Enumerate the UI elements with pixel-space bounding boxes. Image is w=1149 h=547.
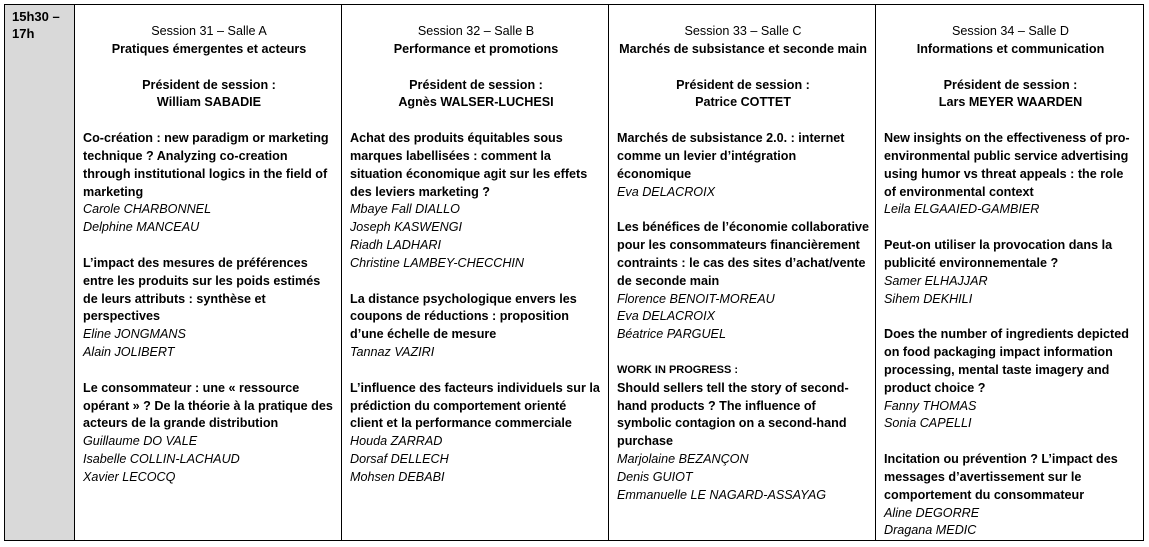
talk-entry <box>83 130 335 237</box>
talk-title: Co-création : new paradigm or marketing technique ? Analyzing co-creation through institutional logics in the field of marketing <box>83 131 329 199</box>
talk-title: L’impact des mesures de préférences entre les produits sur les poids estimés de leurs attributs : synthèse et perspectives <box>83 255 321 324</box>
talk-author: Guillaume DO VALE <box>83 434 198 449</box>
president-label: Président de session : <box>142 77 276 92</box>
work-in-progress-label: WORK IN PROGRESS : <box>617 363 739 376</box>
talk-author: Eva DELACROIX <box>617 184 715 199</box>
talk-author: Carole CHARBONNEL <box>83 202 212 217</box>
talk-entry <box>884 130 1137 219</box>
talk-author: Delphine MANCEAU <box>83 220 200 235</box>
session-title: Marchés de subsistance et seconde main <box>619 41 867 56</box>
session-column <box>75 5 342 540</box>
talk-author: Mbaye Fall DIALLO <box>350 202 460 217</box>
talk-author: Christine LAMBEY-CHECCHIN <box>350 255 525 270</box>
talk-author: Béatrice PARGUEL <box>617 327 726 342</box>
talk-title: Should sellers tell the story of second-hand products ? The influence of symbolic contagion on a second-hand purchase <box>617 380 849 449</box>
talk-author: Eva DELACROIX <box>617 309 715 324</box>
talk-author: Riadh LADHARI <box>350 237 441 252</box>
talk-author: Marjolaine BEZANÇON <box>617 451 749 466</box>
president-name: Patrice COTTET <box>695 95 791 110</box>
session-president <box>617 77 869 113</box>
talk-author: Leila ELGAAIED-GAMBIER <box>884 202 1040 217</box>
session-name: Session 33 – Salle C <box>684 24 802 38</box>
session-column <box>609 5 876 540</box>
talk-author: Houda ZARRAD <box>350 434 443 449</box>
president-name: William SABADIE <box>156 95 262 110</box>
talk-title: New insights on the effectiveness of pro-environmental public service advertising using humor vs threat appeals : the role of environmental context <box>884 131 1130 199</box>
president-name: Agnès WALSER-LUCHESI <box>398 95 554 110</box>
schedule-table <box>4 4 1144 541</box>
president-label: Président de session : <box>409 77 543 92</box>
session-header <box>884 23 1137 59</box>
talk-author: Mohsen DEBABI <box>350 469 445 484</box>
talk-entry <box>617 130 869 201</box>
session-name: Session 32 – Salle B <box>417 24 535 38</box>
session-name: Session 31 – Salle A <box>151 24 267 38</box>
talk-author: Fanny THOMAS <box>884 398 977 413</box>
talk-entry <box>617 362 869 504</box>
talk-author: Emmanuelle LE NAGARD-ASSAYAG <box>617 487 827 502</box>
talk-title: L’influence des facteurs individuels sur la prédiction du comportement orienté client et la performance commerciale <box>350 380 600 431</box>
talk-author: Tannaz VAZIRI <box>350 344 435 359</box>
president-label: Président de session : <box>943 77 1078 92</box>
session-president <box>350 77 602 113</box>
talk-entry <box>350 130 602 272</box>
talk-title: Achat des produits équitables sous marques labellisées : comment la situation économique agit sur les effets des leviers marketing ? <box>350 131 588 199</box>
talk-title: Marchés de subsistance 2.0. : internet comme un levier d’intégration économique <box>617 131 845 181</box>
talk-title: Incitation ou prévention ? L’impact des messages d’avertissement sur le comportement du consommateur <box>884 452 1118 502</box>
talk-author: Dragana MEDIC <box>884 523 977 538</box>
talk-entry <box>83 380 335 487</box>
session-title: Performance et promotions <box>393 41 559 56</box>
talk-entry <box>350 291 602 362</box>
talk-title: La distance psychologique envers les coupons de réductions : proposition d’une échelle de mesure <box>350 291 577 342</box>
talk-title: Les bénéfices de l’économie collaborative pour les consommateurs financièrement contraints : le cas des sites d’achat/vente de seconde main <box>617 220 869 288</box>
session-header <box>350 23 602 59</box>
session-president <box>83 77 335 113</box>
talk-author: Denis GUIOT <box>617 469 693 484</box>
talk-author: Isabelle COLLIN-LACHAUD <box>83 451 240 466</box>
session-title: Pratiques émergentes et acteurs <box>111 41 307 56</box>
session-column <box>876 5 1143 540</box>
talk-author: Aline DEGORRE <box>884 505 980 520</box>
talk-author: Samer ELHAJJAR <box>884 273 988 288</box>
talk-author: Joseph KASWENGI <box>350 220 462 235</box>
session-president <box>884 77 1137 113</box>
president-label: Président de session : <box>676 77 810 92</box>
session-column <box>342 5 609 540</box>
talk-entry <box>617 219 869 344</box>
session-title: Informations et communication <box>916 41 1105 56</box>
talk-title: Peut-on utiliser la provocation dans la publicité environnementale ? <box>884 238 1113 270</box>
session-header <box>617 23 869 59</box>
session-name: Session 34 – Salle D <box>952 24 1069 38</box>
talk-entry <box>884 326 1137 433</box>
talk-title: Does the number of ingredients depicted on food packaging impact information processing, mental taste imagery and product choice ? <box>884 327 1129 395</box>
talk-entry <box>884 237 1137 308</box>
talk-author: Eline JONGMANS <box>83 327 186 342</box>
talk-author: Dorsaf DELLECH <box>350 451 449 466</box>
president-name: Lars MEYER WAARDEN <box>938 95 1083 110</box>
talk-title: Le consommateur : une « ressource opérant » ? De la théorie à la pratique des acteurs de la grande distribution <box>83 380 333 431</box>
talk-entry <box>350 380 602 487</box>
time-slot <box>5 5 75 540</box>
talk-entry <box>83 255 335 362</box>
session-header <box>83 23 335 59</box>
time-label: 15h30 – 17h <box>12 9 60 41</box>
talk-author: Sihem DEKHILI <box>884 291 973 306</box>
talk-author: Sonia CAPELLI <box>884 416 972 431</box>
talk-entry <box>884 451 1137 540</box>
talk-author: Alain JOLIBERT <box>83 344 175 359</box>
talk-author: Xavier LECOCQ <box>83 469 176 484</box>
talk-author: Florence BENOIT-MOREAU <box>617 291 775 306</box>
